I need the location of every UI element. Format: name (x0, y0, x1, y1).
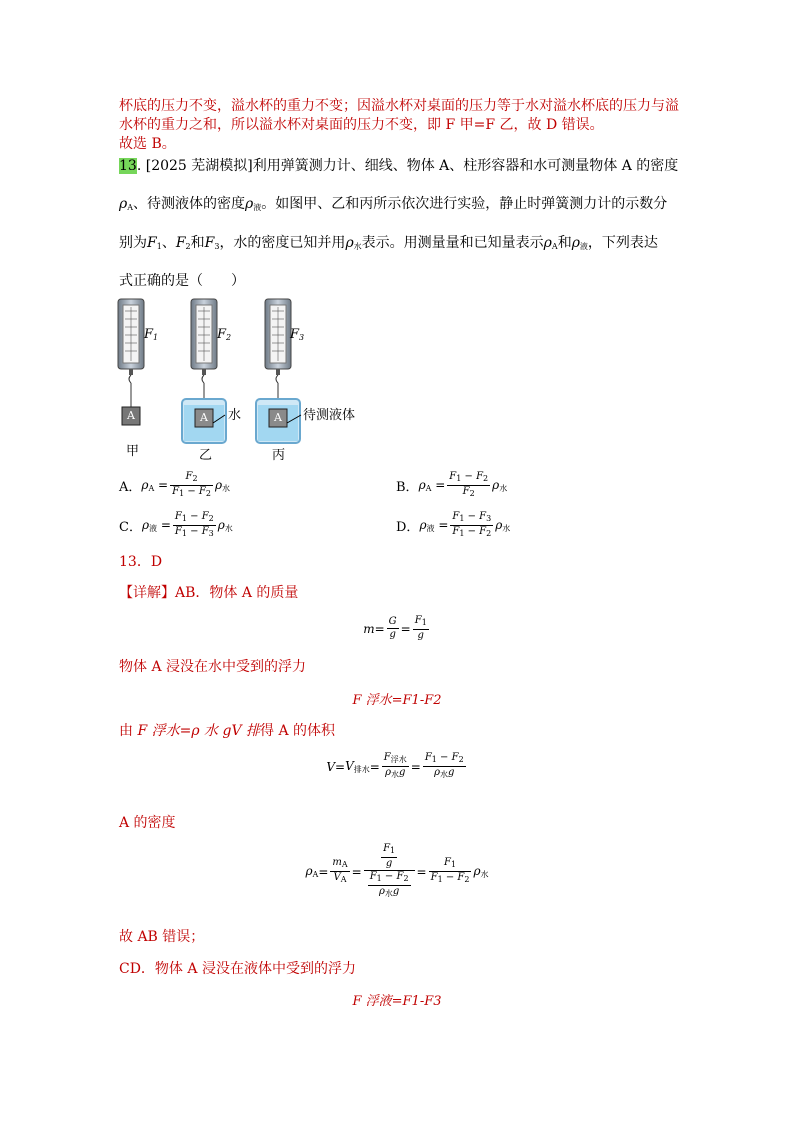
q3c: 和 (190, 235, 205, 251)
F-symbol: F (204, 235, 215, 251)
detail-tag: 【详解】 (119, 585, 175, 601)
sub-2: 2 (185, 242, 191, 251)
label-F2: $F_2$ (217, 327, 232, 342)
q3a: 别为 (119, 235, 147, 251)
equation-volume: V = $V_{排水}$ = $\frac{F_{浮水}}{\rho_水g}$ = $\frac{F_1 - F_2}{\rho_水g}$ (326, 752, 464, 779)
rho-symbol: ρ (571, 235, 580, 251)
detail-cd-intro: CD．物体 A 浸没在液体中受到的浮力 (119, 961, 356, 977)
equation-density: $\rho_A$ = $\frac{m_A}{V_A}$ = $\frac{\frac{F_1}{g}}{\frac{F_1 - F_2}{\rho_水g}}$ = $\frac{F_1}{F_1 - F_2}$ $\rho_水$ (305, 843, 489, 898)
rho-sub-liq: 液 (579, 242, 588, 251)
experiment-figure (115, 295, 395, 460)
F-symbol: F (175, 235, 186, 251)
fig-label-bing: 丙 (272, 448, 286, 463)
rho-symbol: ρ (119, 196, 128, 212)
rho-sub-A: A (127, 203, 134, 212)
water-label: 水 (228, 408, 242, 423)
text-line-2: 水杯的重力之和，所以溢水杯对桌面的压力不变，即 F 甲=F 乙，故 D 错误。 (119, 117, 604, 133)
fig-label-jia: 甲 (126, 444, 140, 459)
rho-symbol: ρ (345, 235, 354, 251)
option-B[interactable]: B． $\rho_A$ = $\frac{F_1 - F_2}{F_2}$ $\rho_水$ (396, 471, 508, 498)
rho-sub-A: A (551, 242, 558, 251)
question-text-2b: 。如图甲、乙和丙所示依次进行实验，静止时弹簧测力计的示数分 (261, 196, 668, 212)
q3e: 表示。用测量量和已知量表示 (361, 235, 544, 251)
question-number: 13 (119, 158, 137, 174)
detail-density-intro: A 的密度 (119, 815, 176, 831)
detail-ab-wrong: 故 AB 错误； (119, 929, 205, 945)
F-symbol: F (147, 235, 157, 251)
label-F1: $F_1$ (144, 327, 159, 342)
q3b: 、 (161, 235, 176, 251)
equation-buoy-water: F 浮水=F1-F2 (352, 693, 442, 708)
spring-scale-1 (118, 299, 144, 425)
rho-symbol: ρ (543, 235, 552, 251)
detail-ab-intro (119, 582, 298, 604)
q3g: ，下列表达 (587, 235, 658, 251)
equation-mass: m = $\frac{G}{g}$ = $\frac{F_1}{g}$ (363, 615, 427, 641)
answer: 13．D (119, 554, 163, 570)
q3f: 和 (557, 235, 572, 251)
liquid-label: 待测液体 (303, 408, 356, 423)
q3d: ，水的密度已知并用 (219, 235, 346, 251)
block-A-1: A (127, 409, 135, 422)
question-text-1: . [2025 芜湖模拟]利用弹簧测力计、细线、物体 A、柱形容器和水可测量物体 A 的密度 (136, 158, 679, 174)
rho-sub-liq: 液 (253, 203, 262, 212)
label-F3: $F_3$ (290, 327, 305, 342)
equation-buoy-liquid: F 浮液=F1-F3 (352, 994, 442, 1009)
sub-3: 3 (214, 242, 220, 251)
option-C[interactable]: C． $\rho_液$ = $\frac{F_1 - F_2}{F_1 - F_3}$ $\rho_水$ (119, 511, 233, 538)
detail-buoy-water: 物体 A 浸没在水中受到的浮力 (119, 659, 307, 675)
question-text-2a: 、待测液体的密度 (133, 196, 246, 212)
text-line-1: 杯底的压力不变，溢水杯的重力不变；因溢水杯对桌面的压力等于水对溢水杯底的压力与溢 (119, 98, 679, 114)
fig-label-yi: 乙 (199, 448, 213, 463)
rho-sub-water: 水 (353, 242, 362, 251)
sub-1: 1 (156, 242, 162, 251)
detail-ab-text: AB．物体 A 的质量 (175, 585, 299, 601)
question-line-4: 式正确的是（ ） (119, 273, 245, 289)
block-A-3: A (274, 411, 282, 424)
question-line-3 (119, 232, 658, 258)
question-line-1 (119, 155, 678, 177)
conclusion: 故选 B。 (119, 136, 176, 152)
option-A[interactable]: A． $\rho_A$ = $\frac{F_2}{F_1 - F_2}$ $\rho_水$ (119, 471, 231, 498)
question-line-2 (119, 193, 667, 219)
option-D[interactable]: D． $\rho_液$ = $\frac{F_1 - F_3}{F_1 - F_2}$ $\rho_水$ (396, 511, 511, 538)
rho-symbol: ρ (245, 196, 254, 212)
block-A-2: A (200, 411, 208, 424)
detail-volume-intro: 由 F 浮水=ρ 水 gV 排得 A 的体积 (119, 723, 336, 739)
